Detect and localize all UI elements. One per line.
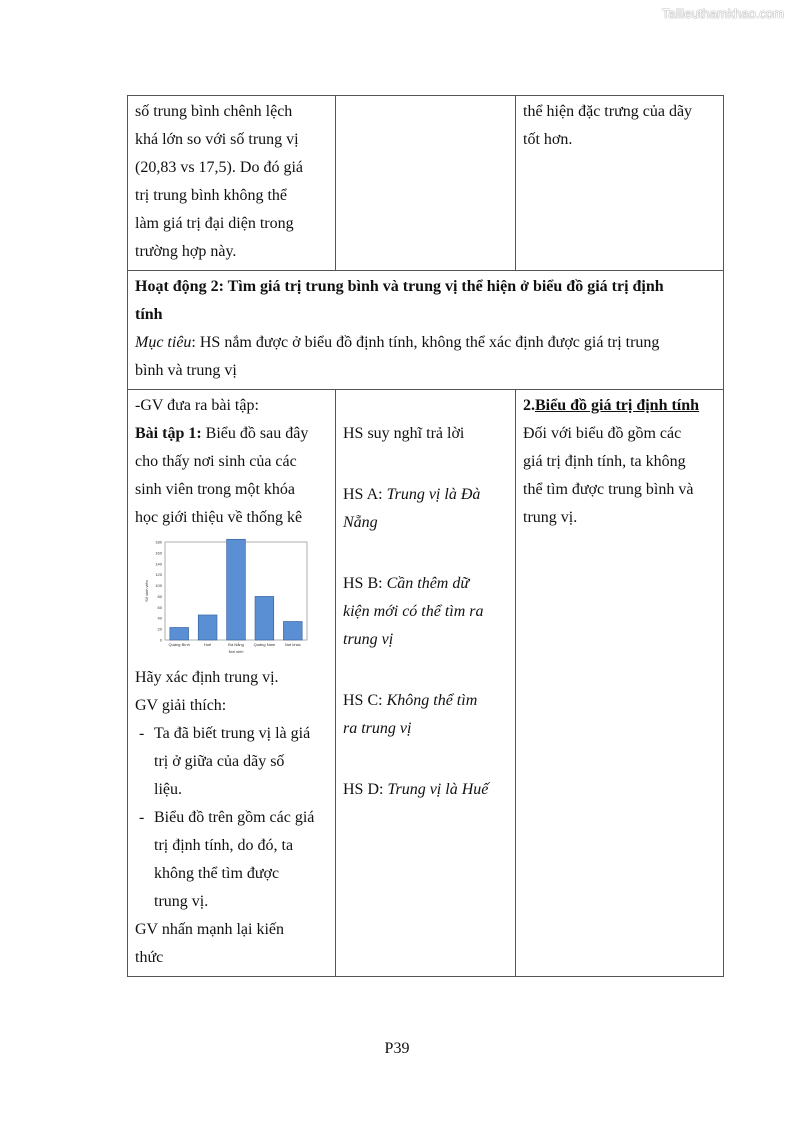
spacer [343,392,508,420]
answer-prefix: HS C: [343,692,387,709]
objective-cont: bình và trung vị [135,362,237,379]
text-line: thể tìm được trung bình và [523,481,694,498]
bar [198,615,217,640]
answer-a [343,481,508,509]
bar [283,621,302,640]
text-line: GV nhấn mạnh lại kiến [135,921,285,938]
text-line: - Ta đã biết trung vị là giá [154,725,311,742]
x-tick-label: Quảng Nam [253,642,276,647]
bar [227,539,246,640]
spacer [343,537,508,570]
y-tick-label: 180 [155,539,162,545]
answer-text: trung vị [343,631,394,648]
text-line: giá trị định tính, ta không [523,453,686,470]
answer-text: Trung vị là Huế [387,781,489,798]
bar [170,627,189,640]
text-line: trường hợp này. [135,243,237,260]
intro-text: -GV đưa ra bài tập: [135,397,259,414]
conclusion-heading [523,392,716,420]
table-row [128,390,724,977]
row1-col1 [128,96,336,271]
activity-title: Hoạt động 2: Tìm giá trị trung bình và trung vị thể hiện ở biểu đồ giá trị định [135,278,664,295]
y-tick-label: 140 [155,561,162,567]
answer-text: kiện mới có thể tìm ra [343,603,484,620]
spacer [343,448,508,481]
y-tick-label: 60 [157,604,162,610]
exercise-text: Biểu đồ sau đây [201,425,309,442]
row1-col3 [516,96,724,271]
text-line: (20,83 vs 17,5). Do đó giá [135,159,303,176]
objective [135,329,716,357]
page-number: P39 [384,1040,410,1057]
table-row [128,96,724,271]
answer-prefix: HS A: [343,486,387,503]
think-text: HS suy nghĩ trả lời [343,425,465,442]
objective-label: Mục tiêu [135,334,192,351]
answer-text: Cần thêm dữ [386,575,470,592]
question-text: Hãy xác định trung vị. [135,669,279,686]
text-line: trị định tính, do đó, ta [154,837,294,854]
answer-prefix: HS B: [343,575,387,592]
x-tick-label: Đà Nẵng [228,642,244,647]
x-tick-label: Nơi khác [284,642,301,647]
x-tick-label: Quảng Bình [168,642,190,647]
y-tick-label: 20 [157,626,162,632]
section-heading: Biểu đồ giá trị định tính [535,397,700,414]
answer-d [343,776,508,804]
text-line: trung vị. [154,893,209,910]
lesson-table [127,95,724,977]
list-item [135,720,328,804]
text-line: số trung bình chênh lệch [135,103,293,120]
text-line: sinh viên trong một khóa [135,481,295,498]
answer-b [343,570,508,598]
text-line: thức [135,949,164,966]
table-row [128,271,724,390]
text-line: - Biểu đồ trên gồm các giá [154,809,315,826]
text-line: học giới thiệu về thống kê [135,509,303,526]
spacer [343,743,508,776]
y-tick-label: 40 [157,615,162,621]
y-tick-label: 100 [155,583,162,589]
text-line: cho thấy nơi sinh của các [135,453,297,470]
y-tick-label: 80 [157,593,162,599]
y-tick-label: 120 [155,572,162,578]
section-number: 2. [523,397,535,414]
text-line: tốt hơn. [523,131,573,148]
y-tick-label: 0 [159,637,162,643]
y-axis-label: Số sinh viên [144,580,149,602]
watermark: Tailieuthamkhao.com [661,6,784,21]
explanation-list [135,720,328,916]
text-line: làm giá trị đại diện trong [135,215,294,232]
text-line: trung vị. [523,509,578,526]
x-tick-label: Huế [203,642,212,647]
bar [255,596,274,640]
bar-chart-svg [135,538,315,656]
text-line: trị ở giữa của dãy số [154,753,285,770]
explain-text: GV giải thích: [135,697,227,714]
text-line: Đối với biểu đồ gồm các [523,425,682,442]
text-line: khá lớn so với số trung vị [135,131,299,148]
spacer [343,654,508,687]
text-line: thể hiện đặc trưng của dãy [523,103,693,120]
answer-c [343,687,508,715]
answer-text: Nẵng [343,514,378,531]
student-cell [336,390,516,977]
answer-prefix: HS D: [343,781,388,798]
activity-header-cell [128,271,724,390]
birthplace-chart [135,538,328,656]
activity-title-cont: tính [135,306,163,323]
exercise-label: Bài tập 1: [135,425,202,442]
answer-text: Không thể tìm [386,692,478,709]
row1-col2 [336,96,516,271]
text-line: trị trung bình không thể [135,187,287,204]
list-item [135,804,328,916]
y-tick-label: 160 [155,550,162,556]
conclusion-cell [516,390,724,977]
exercise-line [135,420,328,448]
objective-text: : HS nắm được ở biểu đồ định tính, không thể xác định được giá trị trung [191,334,660,351]
text-line: không thể tìm được [154,865,280,882]
text-line: liệu. [154,781,182,798]
answer-text: ra trung vị [343,720,412,737]
answer-text: Trung vị là Đà [386,486,481,503]
x-axis-label: Nơi sinh [228,649,244,654]
teacher-cell [128,390,336,977]
